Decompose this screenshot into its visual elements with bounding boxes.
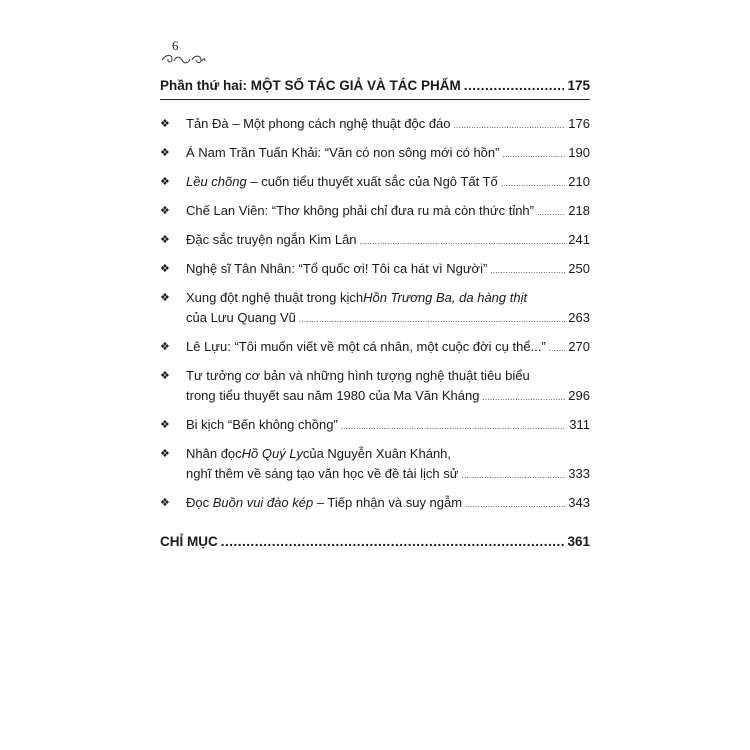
dot-leader [221,534,565,549]
toc-entry [160,230,590,252]
four-diamond-bullet-icon: ❖ [160,341,170,353]
four-diamond-bullet-icon: ❖ [160,234,170,246]
four-diamond-bullet-icon: ❖ [160,263,170,275]
entry-page: 250 [568,261,590,276]
four-diamond-bullet-icon: ❖ [160,497,170,509]
entry-title-line2: trong tiểu thuyết sau năm 1980 của Ma Văn Kháng [186,388,480,403]
toc-entry [160,114,590,136]
dot-leader [502,145,565,165]
entry-title: – cuốn tiểu thuyết xuất sắc của Ngô Tất Tố [246,174,498,189]
section-page: 361 [567,534,590,549]
entry-title: Chế Lan Viên: “Thơ không phải chỉ đưa ru mà còn thức tỉnh” [186,203,534,218]
toc-entry [160,366,590,408]
dot-leader [537,203,565,223]
toc-entry [160,172,590,194]
toc-entry [160,288,590,330]
entry-page: 176 [568,116,590,131]
entry-title: Đặc sắc truyện ngắn Kim Lân [186,232,357,247]
toc-section-heading [160,78,590,100]
dot-leader [360,232,566,252]
entry-title-italic: Buồn vui đào kép [212,495,314,510]
table-of-contents [160,78,590,555]
entry-title: Á Nam Trần Tuấn Khải: “Văn có non sông mới có hồn” [186,145,500,160]
four-diamond-bullet-icon: ❖ [160,147,170,159]
dot-leader [549,339,566,359]
entry-title: Bi kịch “Bến không chồng” [186,417,338,432]
entry-title-line1: Nhân đọc [186,446,242,461]
toc-entry [160,259,590,281]
entry-title-italic: Hồn Trương Ba, da hàng thịt [363,290,528,305]
four-diamond-bullet-icon: ❖ [160,176,170,188]
toc-entry [160,201,590,223]
page-number: 6 [172,38,179,53]
entry-title-prefix: Đọc [186,495,213,510]
toc-entry [160,493,590,515]
toc-entry [160,337,590,359]
dot-leader [341,417,567,437]
entry-page: 296 [568,388,590,403]
entry-page: 241 [568,232,590,247]
four-diamond-bullet-icon: ❖ [160,118,170,130]
entry-page: 333 [568,466,590,481]
section-page: 175 [567,78,590,93]
entry-page: 263 [568,310,590,325]
dot-leader [501,174,566,194]
entry-title-italic: Hồ Quý Ly [241,446,303,461]
four-diamond-bullet-icon: ❖ [160,205,170,217]
four-diamond-bullet-icon: ❖ [160,419,170,431]
dot-leader [299,310,565,330]
entry-page: 210 [568,174,590,189]
dot-leader [464,78,565,93]
entry-title-line2: của Lưu Quang Vũ [186,310,296,325]
entry-page: 218 [568,203,590,218]
entry-title: Nghệ sĩ Tân Nhân: “Tổ quốc ơi! Tôi ca hát vì Người” [186,261,488,276]
dot-leader [461,466,565,486]
entry-page: 343 [568,495,590,510]
entry-title: Lê Lựu: “Tôi muốn viết về một cá nhân, một cuộc đời cụ thể...” [186,339,546,354]
entry-title-line2: nghĩ thêm về sáng tạo văn học về đề tài lịch sử [186,466,459,481]
four-diamond-bullet-icon: ❖ [160,292,170,304]
entry-page: 190 [568,145,590,160]
entry-page: 311 [569,417,590,432]
section-title: CHỈ MỤC [160,534,218,549]
toc-section-heading [160,534,590,555]
entry-title-italic: Lều chõng [186,174,247,189]
entry-title: Tản Đà – Một phong cách nghệ thuật độc đáo [186,116,451,131]
toc-entries [160,114,590,515]
dot-leader [465,495,565,515]
four-diamond-bullet-icon: ❖ [160,448,170,460]
toc-entry [160,444,590,486]
dot-leader [454,116,566,136]
four-diamond-bullet-icon: ❖ [160,370,170,382]
entry-title-line1-suffix: của Nguyễn Xuân Khánh, [302,446,452,461]
toc-entry [160,143,590,165]
entry-page: 270 [568,339,590,354]
dot-leader [482,388,565,408]
dot-leader [490,261,565,281]
entry-title-line1: Tư tưởng cơ bản và những hình tượng nghệ thuật tiêu biểu [186,368,530,383]
entry-title-line1: Xung đột nghệ thuật trong kịch [186,290,364,305]
flourish-ornament-icon [160,52,206,71]
toc-entry [160,415,590,437]
entry-title: – Tiếp nhận và suy ngẫm [313,495,463,510]
section-title: Phần thứ hai: MỘT SỐ TÁC GIẢ VÀ TÁC PHẨM [160,78,461,93]
